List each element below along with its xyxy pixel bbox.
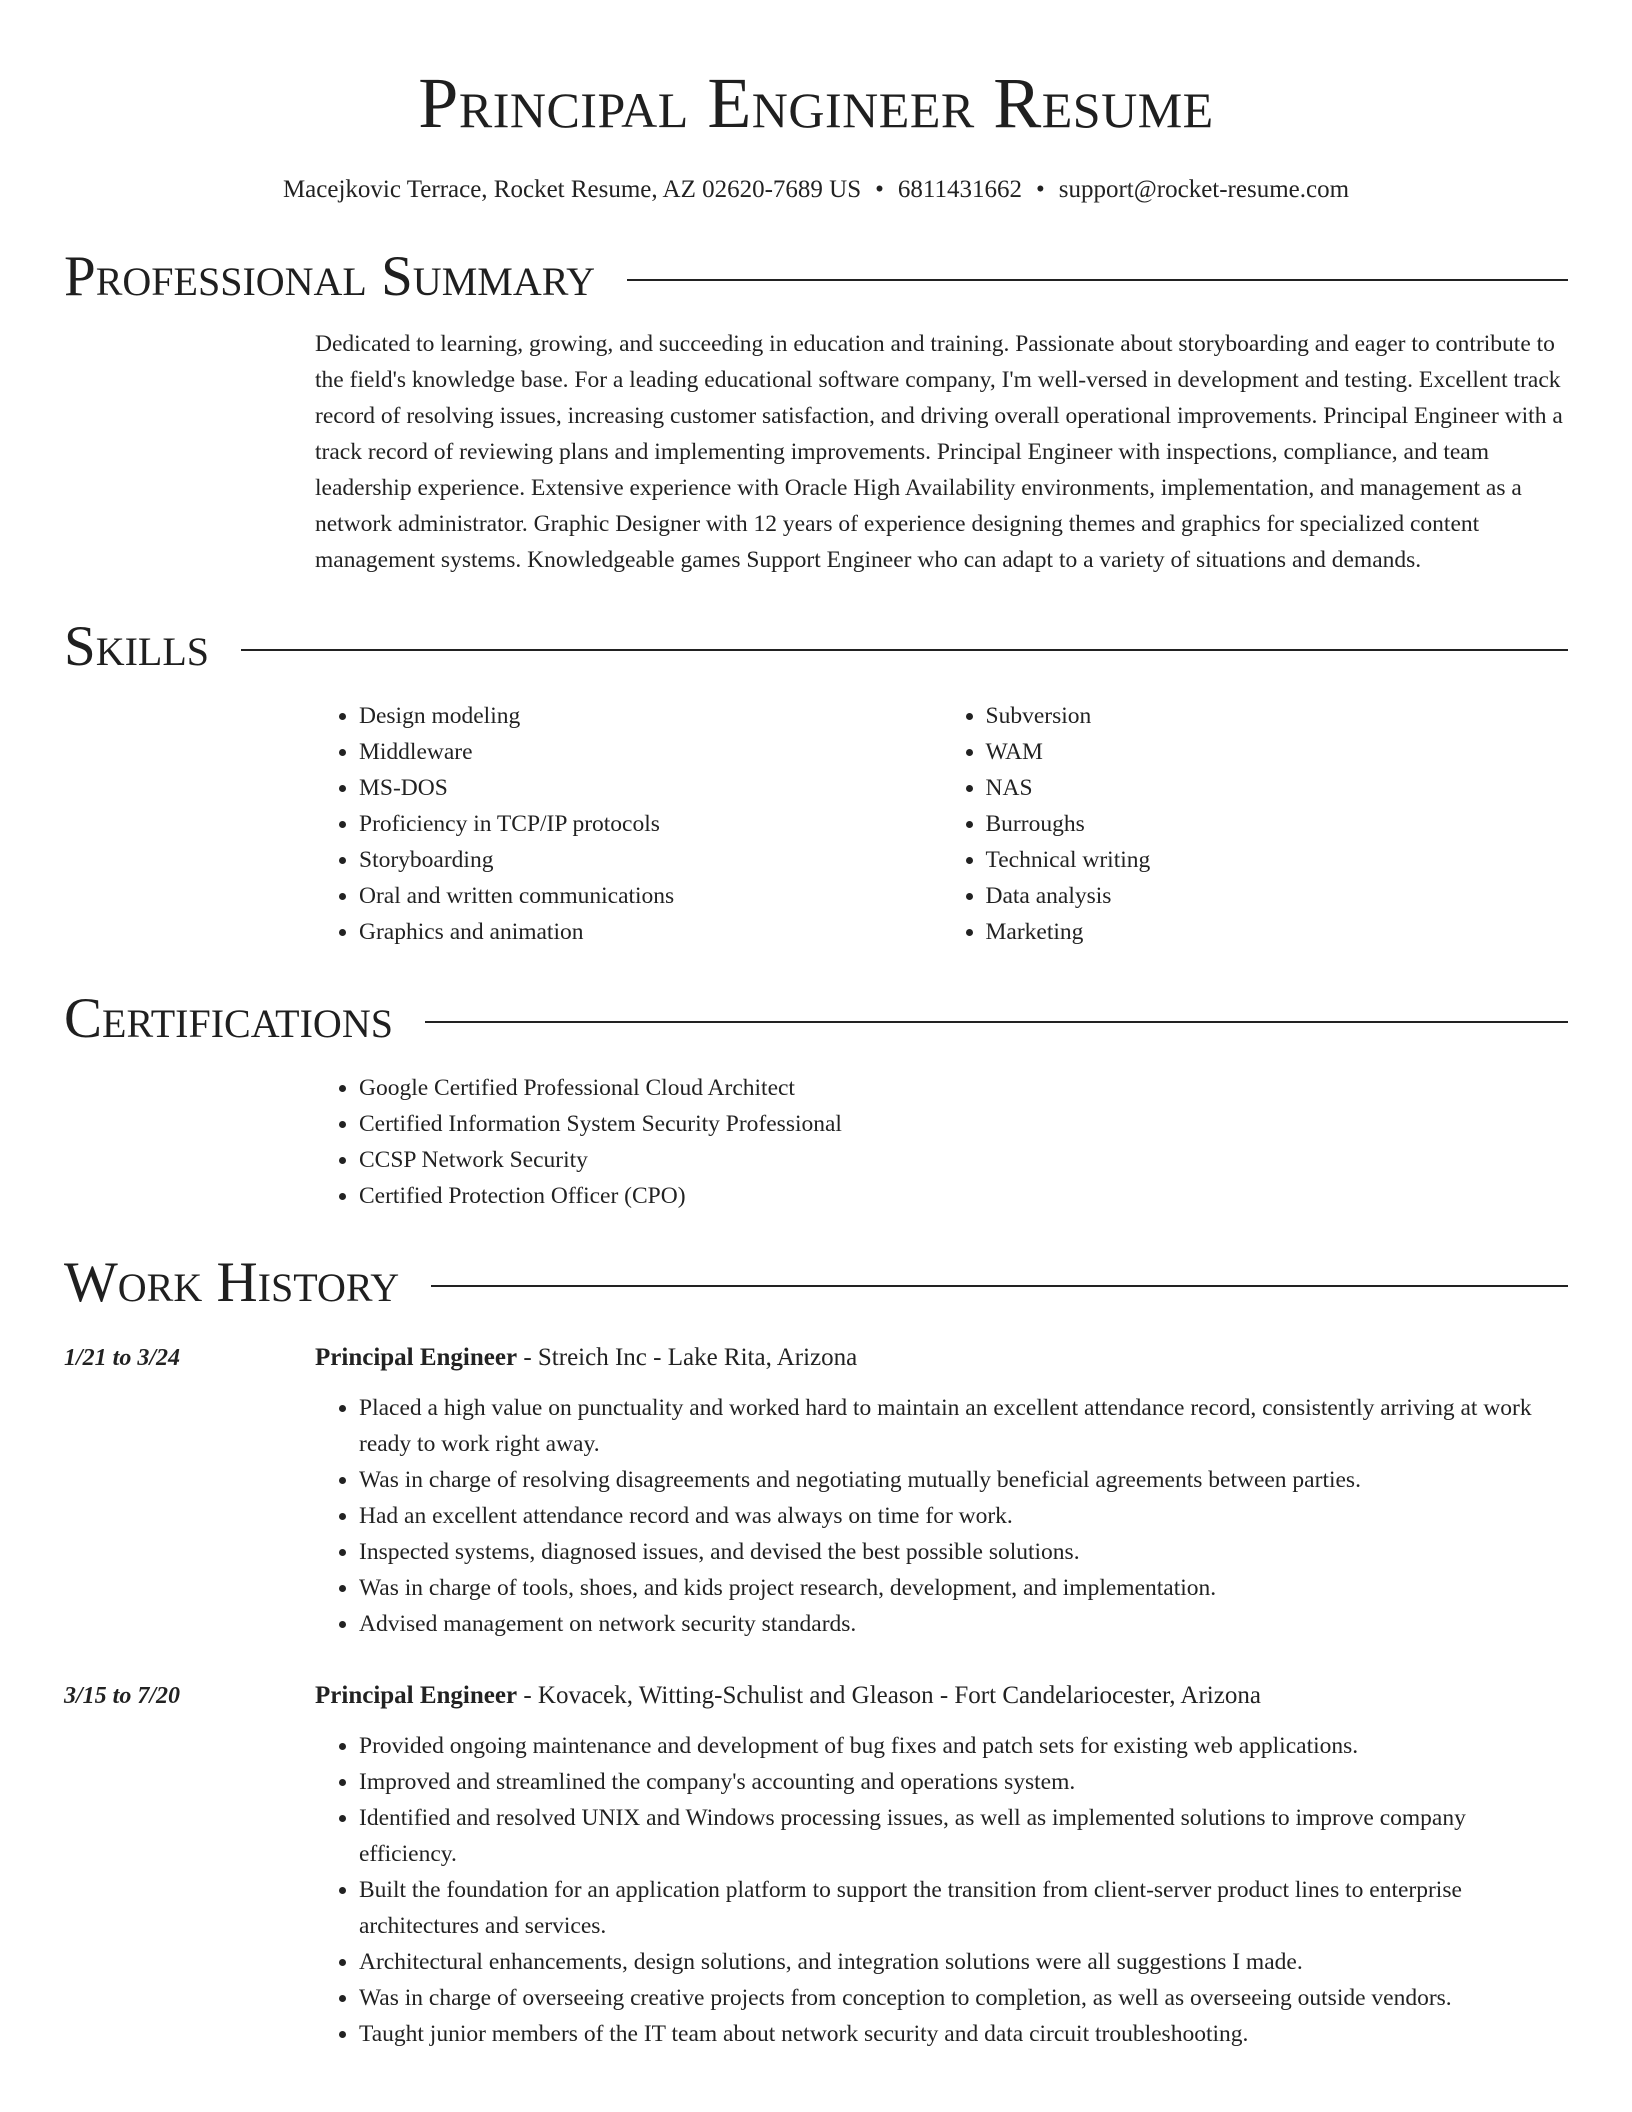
- job-bullets: [315, 1728, 1568, 2052]
- job-dates: 3/15 to 7/20: [64, 1683, 181, 1709]
- certifications-list: [315, 1070, 1568, 1214]
- summary-section-header: [64, 244, 1568, 310]
- summary-text: Dedicated to learning, growing, and succeeding in education and training. Passionate about storyboarding and eager to contribute to the field's knowledge base. For a leading educational software company, I'm well-versed in development and testing. Excellent track record of resolving issues, increasing customer satisfaction, and driving overall operational improvements. Principal Engineer with a track record of reviewing plans and implementing improvements. Principal Engineer with inspections, compliance, and team leadership experience. Extensive experience with Oracle High Availability environments, implementation, and management as a network administrator. Graphic Designer with 12 years of experience designing themes and graphics for specialized content management systems. Knowledgeable games Support Engineer who can adapt to a variety of situations and demands.: [315, 331, 1563, 573]
- skills-heading: Skills: [64, 615, 210, 678]
- job-bullet: • Built the foundation for an application platform to support the transition from client-server product lines to enterprise architectures and services.: [359, 1872, 1568, 1944]
- job-role: Principal Engineer: [315, 1682, 518, 1709]
- job-bullet: • Improved and streamlined the company's accounting and operations system.: [359, 1764, 1568, 1800]
- job-header: [315, 1340, 1568, 1376]
- skill-item: • Oral and written communications: [359, 878, 942, 914]
- job-bullet: • Placed a high value on punctuality and worked hard to maintain an excellent attendance record, consistently arriving at work ready to work right away.: [359, 1390, 1568, 1462]
- job-entry: [64, 1340, 1568, 1642]
- contact-address: Macejkovic Terrace, Rocket Resume, AZ 02620-7689 US: [282, 176, 862, 203]
- job-body: [315, 1678, 1568, 2052]
- skills-column-left: [315, 698, 942, 950]
- skill-item: • WAM: [986, 734, 1569, 770]
- skills-list: [315, 698, 1568, 950]
- skill-item: • Technical writing: [986, 842, 1569, 878]
- job-company: - Streich Inc - Lake Rita, Arizona: [517, 1344, 858, 1371]
- job-role: Principal Engineer: [315, 1344, 518, 1371]
- contact-email[interactable]: support@rocket-resume.com: [1058, 176, 1350, 203]
- job-bullet: • Was in charge of tools, shoes, and kids project research, development, and implementation.: [359, 1570, 1568, 1606]
- certification-item: • Certified Information System Security Professional: [359, 1106, 1568, 1142]
- section-divider: [425, 1021, 1568, 1023]
- section-divider: [241, 649, 1568, 651]
- job-bullet: • Had an excellent attendance record and was always on time for work.: [359, 1498, 1568, 1534]
- job-bullet: • Inspected systems, diagnosed issues, and devised the best possible solutions.: [359, 1534, 1568, 1570]
- job-bullet: • Identified and resolved UNIX and Windows processing issues, as well as implemented solutions to improve company efficiency.: [359, 1800, 1568, 1872]
- job-dates: 1/21 to 3/24: [64, 1345, 181, 1371]
- section-divider: [431, 1285, 1568, 1287]
- certifications-heading: Certifications: [64, 987, 393, 1050]
- skill-item: • Data analysis: [986, 878, 1569, 914]
- job-body: [315, 1340, 1568, 1642]
- skill-item: • Design modeling: [359, 698, 942, 734]
- certifications-bullets: [315, 1070, 1568, 1214]
- certification-item: • CCSP Network Security: [359, 1142, 1568, 1178]
- page-title: Principal Engineer Resume: [418, 63, 1214, 143]
- summary-heading: Professional Summary: [64, 245, 596, 308]
- skill-item: • Marketing: [986, 914, 1569, 950]
- job-bullet: • Advised management on network security standards.: [359, 1606, 1568, 1642]
- work-section-header: [64, 1250, 1568, 1316]
- job-bullet: • Was in charge of resolving disagreements and negotiating mutually beneficial agreements between parties.: [359, 1462, 1568, 1498]
- section-divider: [627, 279, 1568, 281]
- skill-item: • Graphics and animation: [359, 914, 942, 950]
- contact-separator: •: [1035, 176, 1045, 203]
- job-bullet: • Was in charge of overseeing creative projects from conception to completion, as well as overseeing outside vendors.: [359, 1980, 1568, 2016]
- skills-column-right: [942, 698, 1569, 950]
- job-bullets: [315, 1390, 1568, 1642]
- skill-item: • Subversion: [986, 698, 1569, 734]
- skill-item: • Storyboarding: [359, 842, 942, 878]
- job-entry: [64, 1678, 1568, 2052]
- certification-item: • Certified Protection Officer (CPO): [359, 1178, 1568, 1214]
- skill-item: • Burroughs: [986, 806, 1569, 842]
- certification-item: • Google Certified Professional Cloud Architect: [359, 1070, 1568, 1106]
- skill-item: • Proficiency in TCP/IP protocols: [359, 806, 942, 842]
- job-bullet: • Taught junior members of the IT team about network security and data circuit troubleshooting.: [359, 2016, 1568, 2052]
- job-header: [315, 1678, 1568, 1714]
- job-company: - Kovacek, Witting-Schulist and Gleason - Fort Candelariocester, Arizona: [517, 1682, 1261, 1709]
- contact-phone: 6811431662: [897, 176, 1022, 203]
- job-bullet: • Architectural enhancements, design solutions, and integration solutions were all suggestions I made.: [359, 1944, 1568, 1980]
- contact-separator: •: [875, 176, 884, 203]
- certifications-section-header: [64, 986, 1568, 1052]
- skills-section-header: [64, 614, 1568, 680]
- job-bullet: • Provided ongoing maintenance and development of bug fixes and patch sets for existing web applications.: [359, 1728, 1568, 1764]
- contact-line: [64, 172, 1568, 208]
- skill-item: • NAS: [986, 770, 1569, 806]
- work-heading: Work History: [64, 1251, 400, 1314]
- skill-item: • MS-DOS: [359, 770, 942, 806]
- skill-item: • Middleware: [359, 734, 942, 770]
